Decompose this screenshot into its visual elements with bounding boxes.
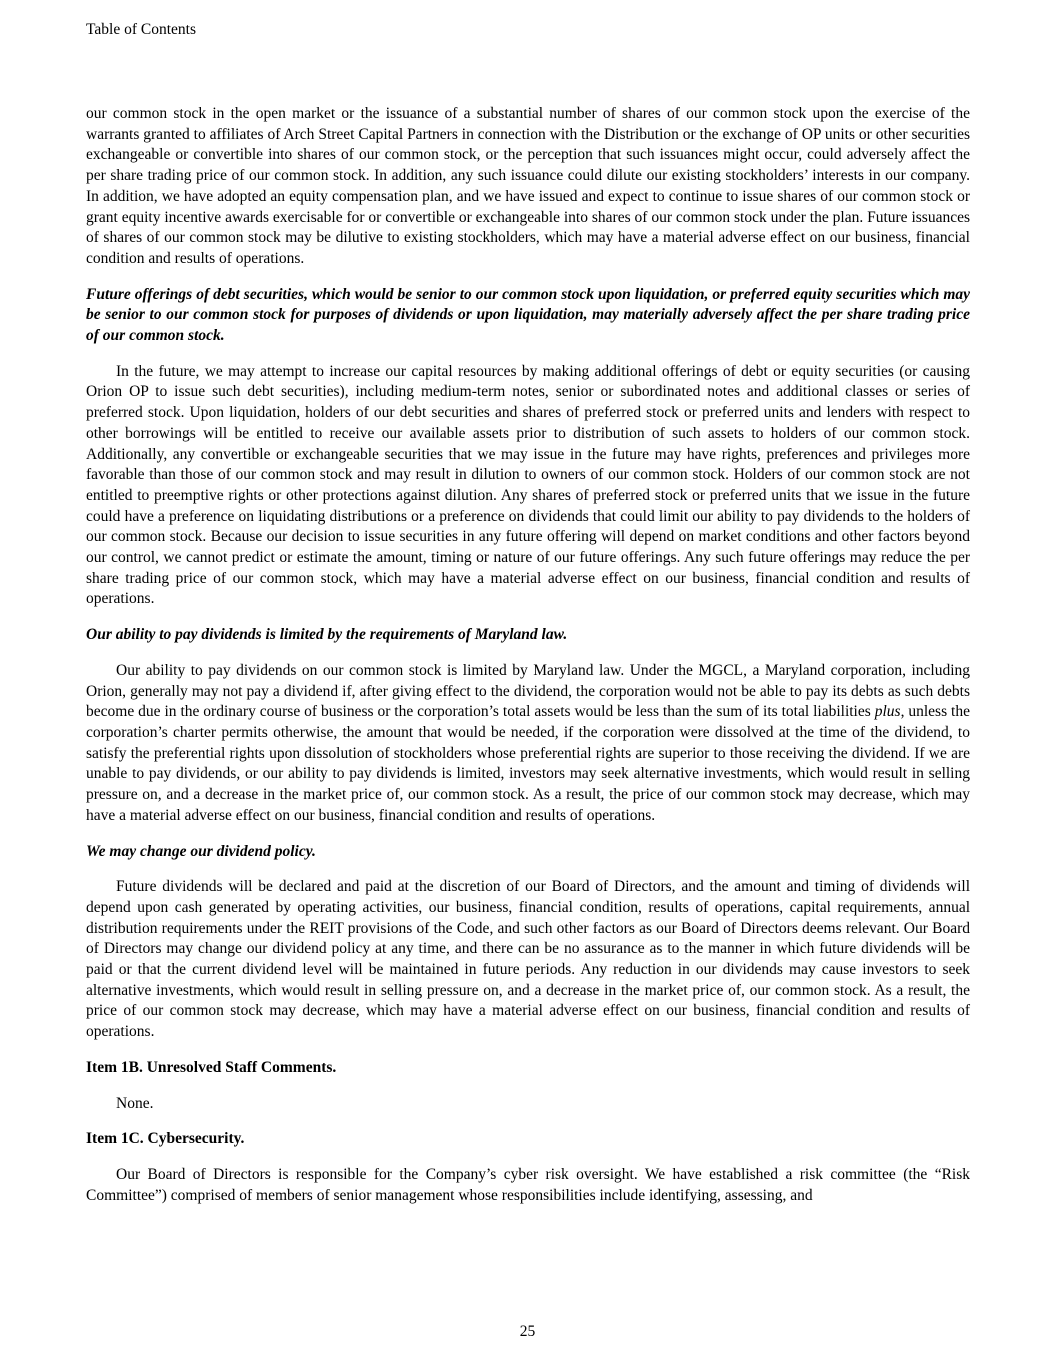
paragraph-dividends-limited-part1: Our ability to pay dividends on our common stock is limited by Maryland law. Under the MGCL, a Maryland corporation, including Orion, generally may not pay a dividend if, after giving effect to the dividend, the corporation would not be able to pay its debts as such debts become due in the ordinary course of business or the corporation’s total assets would be less than the sum of its total liabilities <box>86 661 970 721</box>
heading-dividend-policy: We may change our dividend policy. <box>86 842 316 860</box>
paragraph-none: None. <box>116 1094 154 1112</box>
page-number: 25 <box>519 1323 536 1340</box>
heading-item-1b: Item 1B. Unresolved Staff Comments. <box>86 1058 337 1076</box>
paragraph-future-offerings: In the future, we may attempt to increase our capital resources by making additional offerings of debt or equity securities (or causing Orion OP to issue such debt securities), including medium-term notes, senior or subordinated notes and additional classes or series of preferred stock. Upon liquidation, holders of our debt securities and shares of preferred stock or preferred units and lenders with respect to other borrowings will be entitled to receive our available assets prior to distribution of such assets to holders of our common stock. Additionally, any convertible or exchangeable securities that we may issue in the future may have rights, preferences and privileges more favorable than those of our common stock and may result in dilution to owners of our common stock. Holders of our common stock are not entitled to preemptive rights or other protections against dilution. Any shares of preferred stock or preferred units that we issue in the future could have a preference on liquidating distributions or a preference on dividends that could limit our ability to pay dividends to the holders of our common stock. Because our decision to issue securities in any future offering will depend on market conditions and other factors beyond our control, we cannot predict or estimate the amount, timing or nature of our future offerings. Any such future offerings may reduce the per share trading price of our common stock, which may have a material adverse effect on our business, financial condition and results of operations. <box>86 362 970 608</box>
paragraph-dividends-limited-part2: , unless the corporation’s charter permits otherwise, the amount that would be needed, if the corporation were dissolved at the time of the dividend, to satisfy the preferential rights upon dissolution of stockholders whose preferential rights are superior to those receiving the dividend. If we are unable to pay dividends, or our ability to pay dividends is limited, investors may seek alternative investments, which would result in selling pressure on, and a decrease in the market price of, our common stock. As a result, the price of our common stock may decrease, which may have a material adverse effect on our business, financial condition and results of operations. <box>86 703 970 824</box>
document-body <box>86 104 970 1221</box>
table-of-contents-link[interactable]: Table of Contents <box>86 21 196 38</box>
heading-future-offerings: Future offerings of debt securities, which would be senior to our common stock upon liquidation, or preferred equity securities which may be senior to our common stock for purposes of dividends or upon liquidation, may materially adversely affect the per share trading price of our common stock. <box>86 285 970 345</box>
heading-dividends-limited: Our ability to pay dividends is limited by the requirements of Maryland law. <box>86 626 568 644</box>
paragraph-dividends-limited <box>86 661 970 827</box>
plus-emphasis: plus <box>874 703 901 721</box>
paragraph-cybersecurity: Our Board of Directors is responsible for the Company’s cyber risk oversight. We have established a risk committee (the “Risk Committee”) comprised of members of senior management whose responsibilities include identifying, assessing, and <box>86 1165 970 1204</box>
paragraph-dividend-policy: Future dividends will be declared and paid at the discretion of our Board of Directors, and the amount and timing of dividends will depend upon cash generated by operating activities, our business, financial condition, results of operations, capital requirements, annual distribution requirements under the REIT provisions of the Code, and such other factors as our Board of Directors deems relevant. Our Board of Directors may change our dividend policy at any time, and there can be no assurance as to the manner in which future dividends will be paid or that the current dividend level will be maintained in future periods. Any reduction in our dividends may cause investors to seek alternative investments, which would result in selling pressure on, and a decrease in the market price of, our common stock. As a result, the price of our common stock may decrease, which may have a material adverse effect on our business, financial condition and results of operations. <box>86 878 970 1041</box>
heading-item-1c: Item 1C. Cybersecurity. <box>86 1130 245 1148</box>
paragraph-stock-issuance: our common stock in the open market or the issuance of a substantial number of shares of our common stock upon the exercise of the warrants granted to affiliates of Arch Street Capital Partners in connection with the Distribution or the exchange of OP units or other securities exchangeable or convertible into shares of our common stock, or the perception that such issuances might occur, could adversely affect the per share trading price of our common stock. In addition, any such issuance could dilute our existing stockholders’ interests in our company. In addition, we have adopted an equity compensation plan, and we have issued and expect to continue to issue shares of our common stock or grant equity incentive awards exercisable for or convertible or exchangeable into shares of our common stock under the plan. Future issuances of shares of our common stock may be dilutive to existing stockholders, which may have a material adverse effect on our business, financial condition and results of operations. <box>86 105 970 267</box>
